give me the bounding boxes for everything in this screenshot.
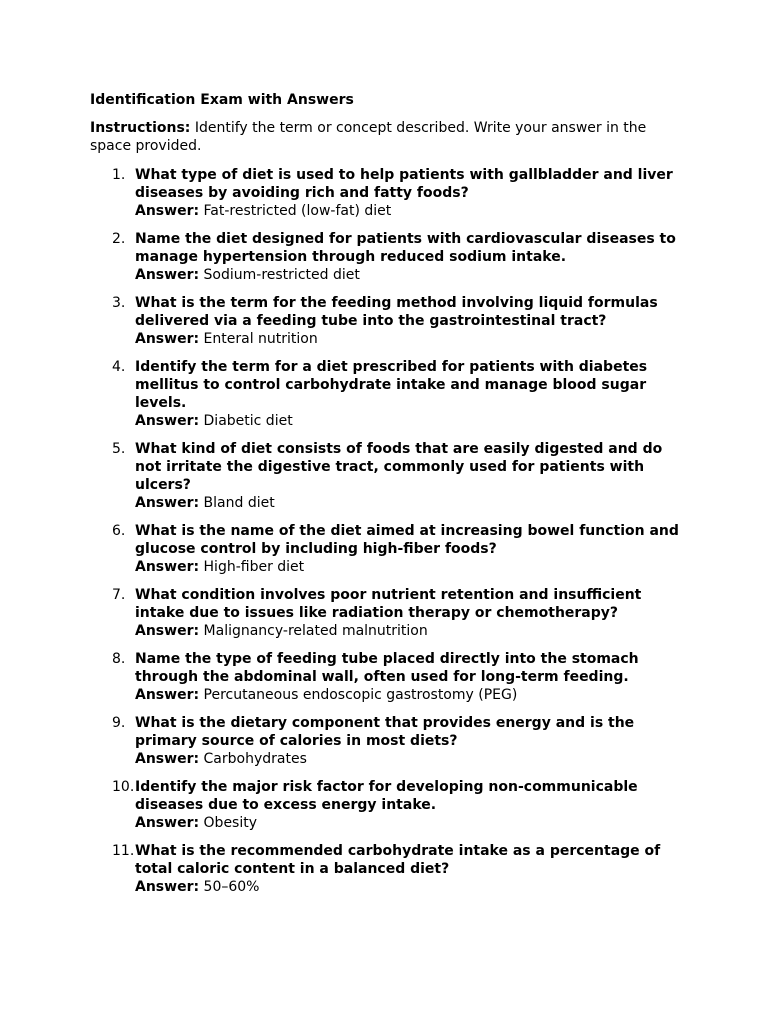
question-number: 7.	[112, 587, 126, 603]
answer-label: Answer:	[135, 623, 200, 639]
document-title: Identification Exam with Answers	[90, 92, 354, 108]
question-list	[90, 166, 678, 896]
answer-line	[135, 266, 680, 284]
answer-text: Percutaneous endoscopic gastrostomy (PEG)	[203, 687, 518, 703]
question-item	[90, 440, 680, 512]
answer-line	[135, 750, 680, 768]
answer-line	[135, 878, 680, 896]
question-text: What is the recommended carbohydrate intake as a percentage of total caloric content in a balanced diet?	[135, 843, 661, 877]
question-number: 11.	[112, 843, 135, 859]
question-number: 1.	[112, 167, 126, 183]
answer-text: Carbohydrates	[203, 751, 307, 767]
question-number: 6.	[112, 523, 126, 539]
answer-text: Obesity	[203, 815, 258, 831]
answer-text: Diabetic diet	[203, 413, 293, 429]
question-item	[90, 358, 680, 430]
question-number: 2.	[112, 231, 126, 247]
answer-label: Answer:	[135, 495, 200, 511]
question-text: What kind of diet consists of foods that are easily digested and do not irritate the digestive tract, commonly used for patients with ulcers?	[135, 441, 663, 493]
answer-label: Answer:	[135, 331, 200, 347]
question-text: Name the type of feeding tube placed directly into the stomach through the abdominal wall, often used for long-term feeding.	[135, 651, 639, 685]
instructions-label: Instructions:	[90, 120, 191, 136]
answer-label: Answer:	[135, 751, 200, 767]
answer-text: High-fiber diet	[203, 559, 305, 575]
answer-line	[135, 622, 680, 640]
question-number: 8.	[112, 651, 126, 667]
answer-label: Answer:	[135, 815, 200, 831]
instructions-text: Identify the term or concept described. Write your answer in the space provided.	[90, 120, 647, 154]
question-number: 5.	[112, 441, 126, 457]
question-number: 9.	[112, 715, 126, 731]
answer-line	[135, 412, 680, 430]
question-item	[90, 714, 680, 768]
answer-text: Enteral nutrition	[203, 331, 318, 347]
question-item	[90, 522, 680, 576]
answer-line	[135, 330, 680, 348]
answer-line	[135, 814, 680, 832]
answer-text: Malignancy-related malnutrition	[203, 623, 428, 639]
answer-text: Fat-restricted (low-fat) diet	[203, 203, 392, 219]
question-text: Name the diet designed for patients with cardiovascular diseases to manage hypertension through reduced sodium intake.	[135, 231, 676, 265]
question-item	[90, 842, 680, 896]
answer-line	[135, 494, 680, 512]
answer-line	[135, 558, 680, 576]
question-text: What is the term for the feeding method involving liquid formulas delivered via a feeding tube into the gastrointestinal tract?	[135, 295, 658, 329]
question-text: What condition involves poor nutrient retention and insufficient intake due to issues like radiation therapy or chemotherapy?	[135, 587, 642, 621]
answer-label: Answer:	[135, 267, 200, 283]
question-item	[90, 778, 680, 832]
question-item	[90, 166, 680, 220]
answer-line	[135, 686, 680, 704]
question-text: Identify the major risk factor for developing non-communicable diseases due to excess energy intake.	[135, 779, 638, 813]
question-item	[90, 230, 680, 284]
question-number: 4.	[112, 359, 126, 375]
question-number: 3.	[112, 295, 126, 311]
answer-line	[135, 202, 680, 220]
answer-label: Answer:	[135, 879, 200, 895]
answer-text: 50–60%	[203, 879, 260, 895]
question-item	[90, 294, 680, 348]
question-number: 10.	[112, 779, 135, 795]
answer-text: Bland diet	[203, 495, 275, 511]
question-text: What is the name of the diet aimed at increasing bowel function and glucose control by including high-fiber foods?	[135, 523, 679, 557]
answer-label: Answer:	[135, 559, 200, 575]
answer-label: Answer:	[135, 203, 200, 219]
question-text: What type of diet is used to help patients with gallbladder and liver diseases by avoiding rich and fatty foods?	[135, 167, 673, 201]
question-item	[90, 650, 680, 704]
answer-label: Answer:	[135, 687, 200, 703]
answer-label: Answer:	[135, 413, 200, 429]
question-item	[90, 586, 680, 640]
instructions	[90, 119, 678, 155]
question-text: Identify the term for a diet prescribed for patients with diabetes mellitus to control carbohydrate intake and manage blood sugar levels.	[135, 359, 648, 411]
answer-text: Sodium-restricted diet	[203, 267, 360, 283]
question-text: What is the dietary component that provides energy and is the primary source of calories in most diets?	[135, 715, 635, 749]
